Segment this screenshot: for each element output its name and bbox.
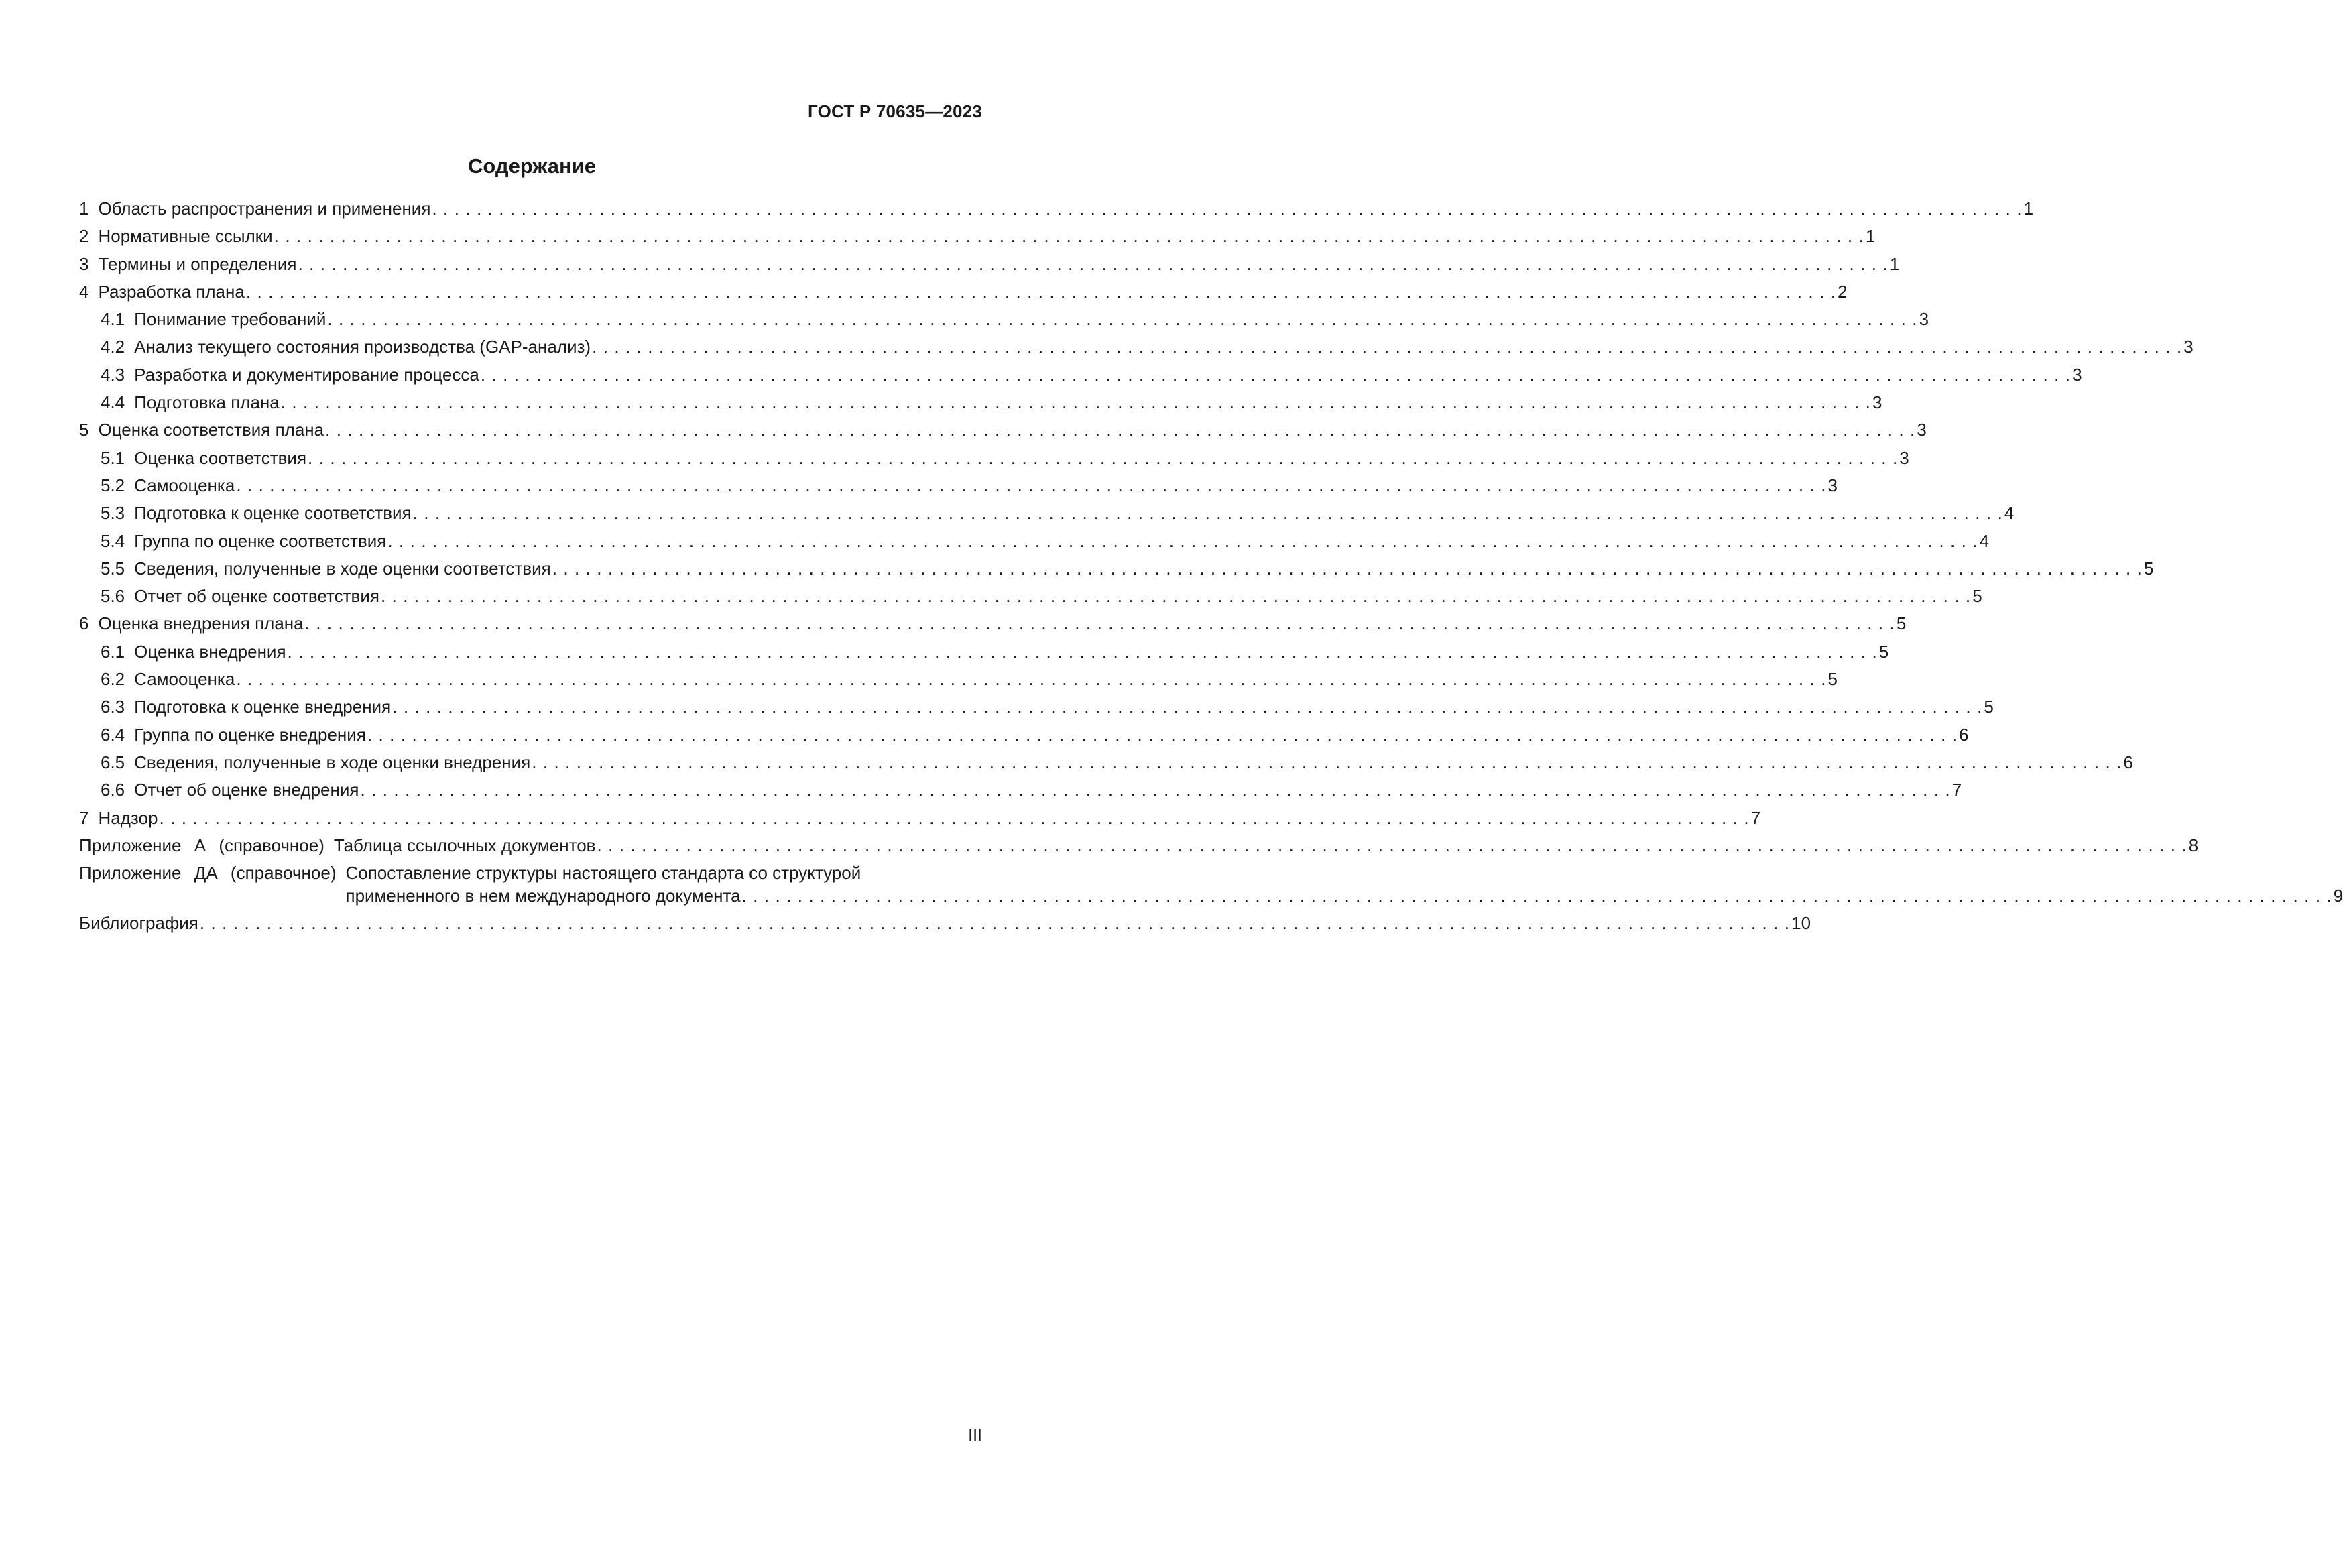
toc-entry-page: 3: [1827, 475, 1838, 495]
dot-leader: [327, 306, 1917, 333]
toc-entry-label: Подготовка к оценке внедрения: [134, 697, 392, 717]
toc-entry-number: 5.4: [101, 530, 125, 551]
toc-entry-label: Отчет об оценке соответствия: [134, 586, 379, 607]
toc-entry-number: 6.3: [101, 697, 125, 717]
appendix-type: (справочное): [219, 835, 324, 855]
toc-entry-3[interactable]: [79, 251, 1900, 278]
dot-leader: [236, 472, 1826, 499]
toc-entry-number: 6.4: [101, 724, 125, 745]
toc-entry-page: 1: [2023, 198, 2034, 219]
dot-leader: [413, 499, 2003, 527]
toc-entry-label: Самооценка: [134, 669, 235, 690]
toc-entry-appendix-da[interactable]: [79, 859, 2343, 910]
toc-entry-number: 5: [79, 420, 89, 440]
appendix-body: [345, 859, 2343, 910]
appendix-letter: ДА: [194, 863, 218, 884]
toc-entry-label: Сведения, полученные в ходе оценки внедрения: [134, 751, 531, 772]
toc-entry-page: 7: [1750, 807, 1761, 828]
toc-entry-number: 6.1: [101, 641, 125, 662]
toc-entry-page: 5: [1984, 697, 1994, 717]
toc-entry-6[interactable]: [79, 610, 1907, 638]
toc-entry-6-6[interactable]: [79, 776, 1962, 804]
toc-entry-label: Подготовка к оценке соответствия: [134, 503, 412, 524]
toc-entry-page: 4: [1979, 530, 1990, 551]
appendix-title-line-2-row: [345, 882, 2343, 910]
toc-entry-4-2[interactable]: [79, 333, 2194, 361]
dot-leader: [597, 832, 2187, 859]
toc-entry-label: Группа по оценке внедрения: [134, 724, 366, 745]
toc-entry-5-2[interactable]: [79, 472, 1838, 499]
toc-entry-label: Группа по оценке соответствия: [134, 530, 387, 551]
toc-entry-page: 1: [1865, 226, 1876, 247]
toc-entry-5-6[interactable]: [79, 583, 1982, 610]
toc-entry-label: Область распространения и применения: [98, 198, 431, 219]
dot-leader: [325, 416, 1915, 444]
toc-entry-page: 7: [1951, 780, 1962, 800]
toc-entry-label: Оценка внедрения: [134, 641, 286, 662]
appendix-type: (справочное): [230, 863, 337, 884]
toc-entry-5-5[interactable]: [79, 555, 2154, 583]
toc-entry-number: 5.3: [101, 503, 125, 524]
toc-entry-5-3[interactable]: [79, 499, 2015, 527]
appendix-letter: А: [194, 835, 206, 855]
appendix-body: [334, 832, 2198, 859]
appendix-heading: [79, 859, 345, 887]
dot-leader: [246, 278, 1836, 306]
toc-entry-page: 3: [1872, 392, 1882, 413]
toc-entry-5[interactable]: [79, 416, 1927, 444]
appendix-word: Приложение: [79, 835, 182, 855]
toc-entry-page: 6: [2123, 751, 2133, 772]
toc-entry-number: 4.2: [101, 337, 125, 357]
toc-entry-page: 5: [1896, 613, 1907, 634]
dot-leader: [360, 776, 1950, 804]
dot-leader: [552, 555, 2143, 583]
toc-entry-number: 6: [79, 613, 89, 634]
toc-entry-label: Оценка соответствия: [134, 447, 307, 468]
dot-leader: [281, 389, 1871, 416]
toc-entry-number: 3: [79, 253, 89, 274]
toc-entry-page: 9: [2333, 886, 2343, 906]
toc-entry-page: 4: [2004, 503, 2015, 524]
toc-entry-label: Анализ текущего состояния производства (GAP-анализ): [134, 337, 591, 357]
toc-entry-number: 6.6: [101, 780, 125, 800]
toc-entry-6-5[interactable]: [79, 749, 2133, 776]
toc-entry-label: Оценка внедрения плана: [98, 613, 304, 634]
toc-entry-6-4[interactable]: [79, 721, 1969, 749]
toc-entry-4-3[interactable]: [79, 361, 2082, 389]
toc-entry-label: Разработка и документирование процесса: [134, 364, 479, 385]
toc-entry-number: 6.5: [101, 751, 125, 772]
dot-leader: [308, 444, 1898, 472]
toc-entry-number: 5.6: [101, 586, 125, 607]
dot-leader: [392, 693, 1982, 721]
document-code: ГОСТ Р 70635—2023: [808, 101, 982, 121]
appendix-heading: [79, 832, 334, 859]
toc-entry-page: 2: [1838, 281, 1848, 302]
toc-entry-page: 3: [2072, 364, 2082, 385]
dot-leader: [305, 610, 1895, 638]
dot-leader: [592, 333, 2182, 361]
dot-leader: [298, 251, 1888, 278]
appendix-title-line-2: примененного в нем международного документа: [345, 886, 741, 906]
toc-entry-label: Подготовка плана: [134, 392, 280, 413]
toc-entry-1[interactable]: [79, 195, 2034, 223]
toc-entry-bibliography[interactable]: [79, 910, 1811, 937]
toc-entry-label: Надзор: [98, 807, 158, 828]
toc-entry-number: 2: [79, 226, 89, 247]
toc-entry-number: 5.5: [101, 558, 125, 579]
toc-entry-4-1[interactable]: [79, 306, 1929, 333]
dot-leader: [274, 223, 1864, 250]
appendix-word: Приложение: [79, 863, 182, 884]
toc-entry-page: 3: [1899, 447, 1909, 468]
toc-entry-appendix-a[interactable]: [79, 832, 2199, 859]
toc-entry-number: 4.4: [101, 392, 125, 413]
toc-entry-page: 6: [1959, 724, 1969, 745]
toc-entry-label: Библиография: [79, 913, 198, 934]
toc-entry-page: 1: [1889, 253, 1900, 274]
toc-entry-7[interactable]: [79, 804, 1761, 832]
page-number: III: [968, 1426, 982, 1445]
toc-entry-page: 5: [2143, 558, 2154, 579]
toc-entry-label: Сведения, полученные в ходе оценки соответствия: [134, 558, 551, 579]
dot-leader: [367, 721, 1958, 749]
toc-entry-number: 6.2: [101, 669, 125, 690]
appendix-title-line-1: Сопоставление структуры настоящего стандарта со структурой: [345, 863, 861, 884]
toc-entry-page: 5: [1878, 641, 1889, 662]
toc-entry-4-4[interactable]: [79, 389, 1882, 416]
toc-entry-label: Термины и определения: [98, 253, 297, 274]
appendix-title: Таблица ссылочных документов: [333, 835, 596, 855]
toc-entry-5-4[interactable]: [79, 528, 1990, 555]
dot-leader: [236, 666, 1826, 693]
dot-leader: [387, 528, 1978, 555]
toc-entry-number: 5.2: [101, 475, 125, 495]
toc-entry-label: Нормативные ссылки: [98, 226, 273, 247]
dot-leader: [481, 361, 2071, 389]
toc-entry-6-1[interactable]: [79, 638, 1889, 666]
toc-entry-page: 5: [1827, 669, 1838, 690]
dot-leader: [532, 749, 2122, 776]
toc-entry-page: 3: [1917, 420, 1927, 440]
toc-entry-label: Самооценка: [134, 475, 235, 495]
toc-entry-6-2[interactable]: [79, 666, 1838, 693]
toc-entry-page: 3: [1919, 309, 1929, 330]
toc-entry-label: Оценка соответствия плана: [98, 420, 324, 440]
toc-entry-page: 5: [1972, 586, 1982, 607]
toc-entry-5-1[interactable]: [79, 444, 1909, 472]
dot-leader: [381, 583, 1971, 610]
dot-leader: [159, 804, 1749, 832]
toc-entry-number: 4.3: [101, 364, 125, 385]
table-of-contents: [79, 195, 2343, 938]
toc-entry-page: 10: [1791, 913, 1811, 934]
toc-entry-label: Разработка плана: [98, 281, 245, 302]
toc-entry-number: 1: [79, 198, 89, 219]
toc-entry-number: 4: [79, 281, 89, 302]
toc-entry-number: 4.1: [101, 309, 125, 330]
dot-leader: [742, 882, 2332, 910]
toc-title: Содержание: [468, 154, 596, 178]
toc-entry-page: 8: [2188, 835, 2199, 855]
toc-entry-label: Понимание требований: [134, 309, 326, 330]
toc-entry-label: Отчет об оценке внедрения: [134, 780, 359, 800]
toc-entry-4[interactable]: [79, 278, 1848, 306]
toc-entry-6-3[interactable]: [79, 693, 1994, 721]
toc-entry-number: 7: [79, 807, 89, 828]
toc-entry-2[interactable]: [79, 223, 1876, 250]
dot-leader: [432, 195, 2022, 223]
dot-leader: [288, 638, 1878, 666]
toc-entry-page: 3: [2183, 337, 2194, 357]
toc-entry-number: 5.1: [101, 447, 125, 468]
dot-leader: [200, 910, 1790, 937]
